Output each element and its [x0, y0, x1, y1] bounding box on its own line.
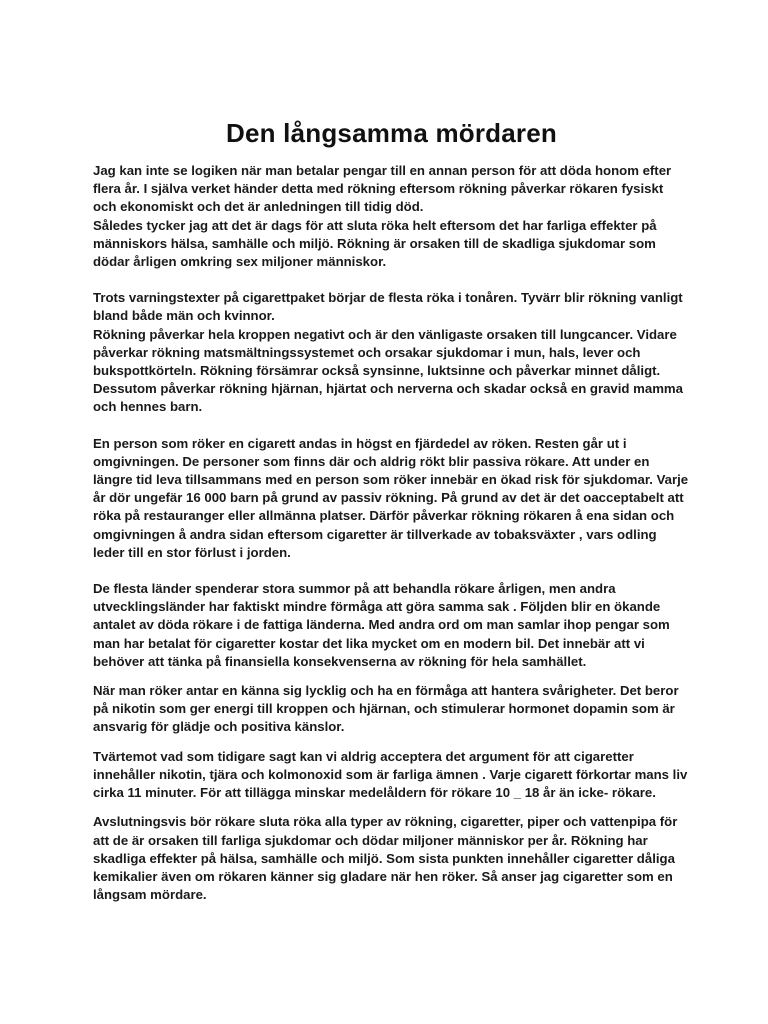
- paragraph-thesis: Således tycker jag att det är dags för att sluta röka helt eftersom det har farliga effekter på människors hälsa, samhälle och miljö. Rökning är orsaken till de skadliga sjukdomar som dödar årligen omkring sex miljoner människor.: [93, 217, 657, 270]
- paragraph-passive-smoking: En person som röker en cigarett andas in högst en fjärdedel av röken. Resten går ut i omgivningen. De personer som finns där och aldrig rökt blir passiva rökare. Att under en längre tid leva tillsammans med en person som röker innebär en ökad risk för sjukdomar. Varje år dör ungefär 16 000 barn på grund av passiv rökning. På grund av det är det oacceptabelt att röka på restauranger eller allmänna platser. Därför påverkar rökning rökaren å ena sidan och omgivningen å andra sidan eftersom cigaretter är tillverkade av tobaksväxter , vars odling leder till en stor förlust i jorden.: [93, 435, 689, 560]
- paragraph-economy: De flesta länder spenderar stora summor på att behandla rökare årligen, men andra utvecklingsländer har faktiskt mindre förmåga att göra samma sak . Följden blir en ökande antalet av döda rökare i de fattiga länderna. Med andra ord om man samlar ihop pengar som man har betalat för cigaretter kostar det lika mycket om en modern bil. Det innebär att vi behöver att tänka på finansiella konsekvenserna av rökning för hela samhället.: [93, 581, 670, 669]
- paragraph-health-effects: Rökning påverkar hela kroppen negativt och är den vänligaste orsaken till lungcancer. Vidare påverkar rökning matsmältningssystemet och orsakar sjukdomar i mun, hals, lever och bukspottkörteln. Rökning försämrar också synsinne, luktsinne och påverkar minnet dåligt. Dessutom påverkar rökning hjärnan, hjärtat och nerverna och skadar också en gravid mamma och hennes barn.: [93, 326, 683, 415]
- paragraph-warnings: Trots varningstexter på cigarettpaket börjar de flesta röka i tonåren. Tyvärr blir rökning vanligt bland både män och kvinnor.: [93, 290, 683, 324]
- paragraph-intro: Jag kan inte se logiken när man betalar pengar till en annan person för att döda honom efter flera år. I själva verket händer detta med rökning eftersom rökning påverkar rökaren fysiskt och ekonomiskt och det är anledningen till tidig död.: [93, 163, 672, 215]
- paragraph-nicotine-feelings: När man röker antar en känna sig lycklig och ha en förmåga att hantera svårigheter. Det beror på nikotin som ger energi till kroppen och hjärnan, och stimulerar hormonet dopamin som är ansvarig för glädje och positiva känslor.: [93, 683, 679, 735]
- document-title: Den långsamma mördaren: [226, 118, 557, 148]
- paragraph-conclusion: Avslutningsvis bör rökare sluta röka alla typer av rökning, cigaretter, piper och vattenpipa för att de är orsaken till farliga sjukdomar och dödar miljoner människor per år. Rökning har skadliga effekter på hälsa, samhälle och miljö. Som sista punkten innehåller cigaretter dåliga kemikalier även om rökaren känner sig gladare när hen röker. Så anser jag cigaretter som en långsam mördare.: [93, 814, 678, 903]
- paragraph-counterargument: Tvärtemot vad som tidigare sagt kan vi aldrig acceptera det argument för att cigaretter innehåller nikotin, tjära och kolmonoxid som är farliga ämnen . Varje cigarett förkortar mans liv cirka 11 minuter. För att tillägga minskar medelåldern för rökare 10 _ 18 år än icke- rökare.: [93, 748, 688, 801]
